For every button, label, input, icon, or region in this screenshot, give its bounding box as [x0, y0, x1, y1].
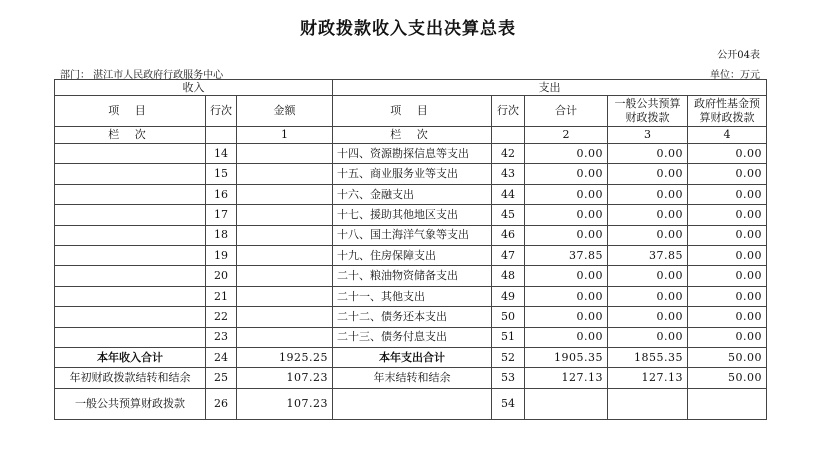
gov-fund-amount: [688, 388, 767, 419]
income-amount-header: 金额: [237, 96, 333, 127]
total-amount: 0.00: [525, 164, 608, 184]
income-item: [55, 144, 206, 164]
total-amount: [525, 388, 608, 419]
expenditure-line-no: 44: [492, 184, 525, 204]
income-item: [55, 184, 206, 204]
expenditure-item: 十七、援助其他地区支出: [333, 205, 492, 225]
column-index-1: 1: [237, 127, 333, 144]
total-amount: 0.00: [525, 286, 608, 306]
income-amount: [237, 286, 333, 306]
total-amount: 127.13: [525, 368, 608, 388]
income-line-no: 19: [206, 245, 237, 265]
expenditure-line-header: 行次: [492, 96, 525, 127]
total-amount: 0.00: [525, 184, 608, 204]
general-budget-amount: 0.00: [608, 307, 688, 327]
income-item: [55, 164, 206, 184]
gov-fund-header: 政府性基金预算财政拨款: [688, 96, 767, 127]
column-index-4: 4: [688, 127, 767, 144]
expenditure-item: 二十三、债务付息支出: [333, 327, 492, 347]
table-row: [55, 266, 767, 286]
expenditure-line-no: 50: [492, 307, 525, 327]
table-row: [55, 225, 767, 245]
income-line-no: 21: [206, 286, 237, 306]
general-budget-header: 一般公共预算财政拨款: [608, 96, 688, 127]
income-amount: [237, 184, 333, 204]
general-budget-amount: 0.00: [608, 144, 688, 164]
income-amount: [237, 307, 333, 327]
gov-fund-amount: 50.00: [688, 347, 767, 367]
expenditure-line-no: 48: [492, 266, 525, 286]
total-amount: 0.00: [525, 144, 608, 164]
general-budget-amount: 37.85: [608, 245, 688, 265]
total-amount: 1905.35: [525, 347, 608, 367]
income-line-no: 15: [206, 164, 237, 184]
total-amount: 37.85: [525, 245, 608, 265]
table-row: [55, 205, 767, 225]
general-budget-amount: 0.00: [608, 327, 688, 347]
income-amount: [237, 144, 333, 164]
expenditure-item: 十四、资源勘探信息等支出: [333, 144, 492, 164]
income-line-no: 17: [206, 205, 237, 225]
income-item: [55, 225, 206, 245]
expenditure-item-header: 项 目: [333, 96, 492, 127]
expenditure-header: 支出: [333, 80, 767, 96]
expenditure-item: 十九、住房保障支出: [333, 245, 492, 265]
expenditure-carry-label: 年末结转和结余: [333, 368, 492, 388]
table-row: [55, 144, 767, 164]
income-general-budget-label: 一般公共预算财政拨款: [55, 388, 206, 419]
income-total-amount: 1925.25: [237, 347, 333, 367]
expenditure-line-no: 53: [492, 368, 525, 388]
department-label: 部门： 湛江市人民政府行政服务中心: [60, 70, 224, 81]
general-budget-amount: 0.00: [608, 266, 688, 286]
gov-fund-amount: 0.00: [688, 184, 767, 204]
expenditure-line-no: 54: [492, 388, 525, 419]
expenditure-column-label: 栏 次: [333, 127, 492, 144]
general-budget-amount: 0.00: [608, 184, 688, 204]
income-amount: [237, 245, 333, 265]
income-line-no: 26: [206, 388, 237, 419]
gov-fund-amount: 0.00: [688, 225, 767, 245]
table-row: [55, 164, 767, 184]
gov-fund-amount: 0.00: [688, 266, 767, 286]
expenditure-line-no: 43: [492, 164, 525, 184]
expenditure-item: 二十一、其他支出: [333, 286, 492, 306]
expenditure-line-no: 51: [492, 327, 525, 347]
income-item: [55, 286, 206, 306]
unit-label: 单位：万元: [710, 70, 760, 81]
income-item-header: 项 目: [55, 96, 206, 127]
page-title: 财政拨款收入支出决算总表: [300, 19, 516, 39]
form-number: 公开04表: [717, 50, 760, 61]
income-item: [55, 307, 206, 327]
general-budget-amount: 0.00: [608, 205, 688, 225]
expenditure-line-no: 49: [492, 286, 525, 306]
total-amount: 0.00: [525, 327, 608, 347]
income-line-no: 16: [206, 184, 237, 204]
income-column-label: 栏 次: [55, 127, 206, 144]
income-item: [55, 245, 206, 265]
income-line-no: 25: [206, 368, 237, 388]
gov-fund-amount: 0.00: [688, 327, 767, 347]
totals-row: [55, 347, 767, 367]
income-line-no: 23: [206, 327, 237, 347]
table-row: [55, 327, 767, 347]
carry-row: [55, 368, 767, 388]
expenditure-item: 十五、商业服务业等支出: [333, 164, 492, 184]
expenditure-line-no: 42: [492, 144, 525, 164]
income-amount: [237, 205, 333, 225]
gov-fund-amount: 0.00: [688, 286, 767, 306]
income-line-no: 24: [206, 347, 237, 367]
total-amount: 0.00: [525, 307, 608, 327]
expenditure-item: 二十、粮油物资储备支出: [333, 266, 492, 286]
expenditure-item: 二十二、债务还本支出: [333, 307, 492, 327]
total-header: 合计: [525, 96, 608, 127]
table-row: [55, 245, 767, 265]
gov-fund-amount: 0.00: [688, 307, 767, 327]
expenditure-line-no: 45: [492, 205, 525, 225]
last-row: [55, 388, 767, 419]
budget-table: [54, 79, 767, 420]
general-budget-amount: 1855.35: [608, 347, 688, 367]
total-amount: 0.00: [525, 266, 608, 286]
header-row-sections: [55, 80, 767, 96]
gov-fund-amount: 0.00: [688, 164, 767, 184]
empty-cell: [206, 127, 237, 144]
gov-fund-amount: 0.00: [688, 144, 767, 164]
expenditure-line-no: 47: [492, 245, 525, 265]
expenditure-item: [333, 388, 492, 419]
income-carry-label: 年初财政拨款结转和结余: [55, 368, 206, 388]
column-index-3: 3: [608, 127, 688, 144]
income-line-no: 14: [206, 144, 237, 164]
general-budget-amount: 127.13: [608, 368, 688, 388]
general-budget-amount: [608, 388, 688, 419]
income-item: [55, 205, 206, 225]
income-amount: [237, 225, 333, 245]
income-total-label: 本年收入合计: [55, 347, 206, 367]
income-line-no: 18: [206, 225, 237, 245]
gov-fund-amount: 0.00: [688, 205, 767, 225]
income-carry-amount: 107.23: [237, 368, 333, 388]
expenditure-line-no: 52: [492, 347, 525, 367]
expenditure-line-no: 46: [492, 225, 525, 245]
header-row-index: [55, 127, 767, 144]
income-item: [55, 327, 206, 347]
total-amount: 0.00: [525, 225, 608, 245]
expenditure-total-label: 本年支出合计: [333, 347, 492, 367]
total-amount: 0.00: [525, 205, 608, 225]
table-row: [55, 184, 767, 204]
gov-fund-amount: 0.00: [688, 245, 767, 265]
income-amount: [237, 327, 333, 347]
income-amount: [237, 266, 333, 286]
table-row: [55, 286, 767, 306]
general-budget-amount: 0.00: [608, 164, 688, 184]
expenditure-item: 十八、国土海洋气象等支出: [333, 225, 492, 245]
header-row-columns: [55, 96, 767, 127]
income-line-header: 行次: [206, 96, 237, 127]
income-general-budget-amount: 107.23: [237, 388, 333, 419]
gov-fund-amount: 50.00: [688, 368, 767, 388]
expenditure-item: 十六、金融支出: [333, 184, 492, 204]
column-index-2: 2: [525, 127, 608, 144]
income-item: [55, 266, 206, 286]
income-header: 收入: [55, 80, 333, 96]
general-budget-amount: 0.00: [608, 225, 688, 245]
table-row: [55, 307, 767, 327]
income-amount: [237, 164, 333, 184]
income-line-no: 22: [206, 307, 237, 327]
general-budget-amount: 0.00: [608, 286, 688, 306]
empty-cell: [492, 127, 525, 144]
income-line-no: 20: [206, 266, 237, 286]
